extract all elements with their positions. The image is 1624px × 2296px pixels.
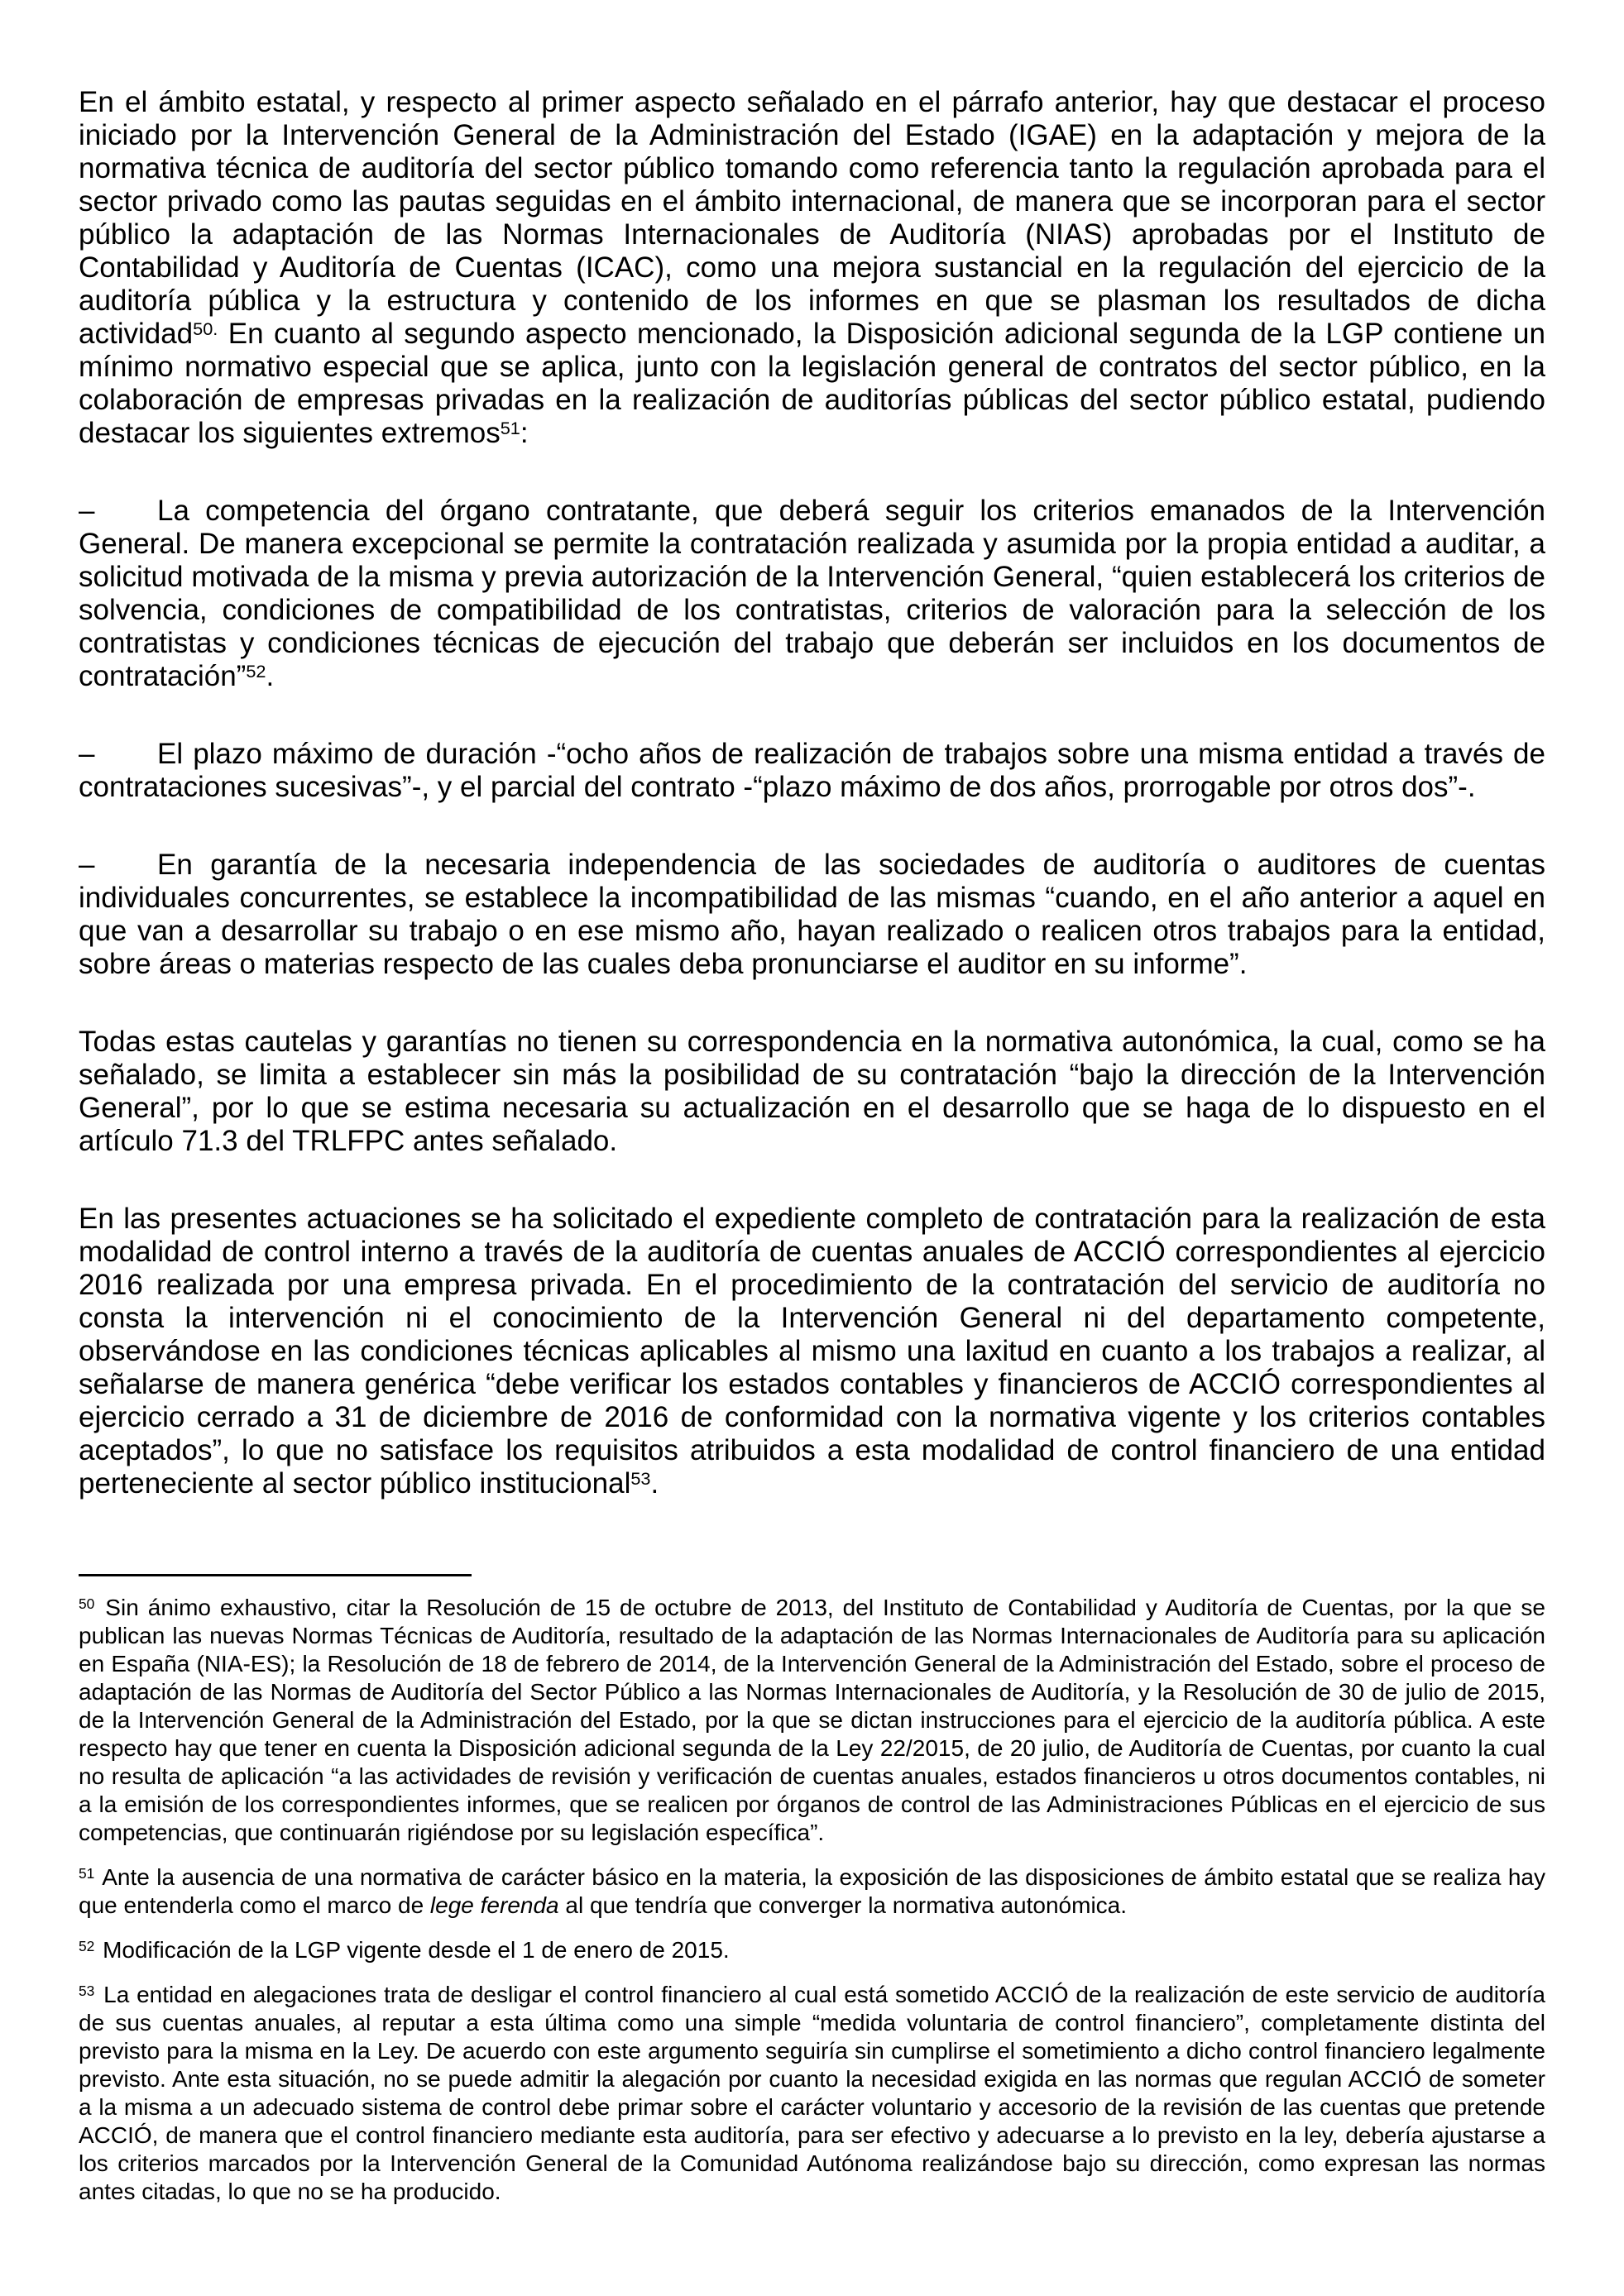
text-run: El plazo máximo de duración -“ocho años de realización de trabajos sobre una misma entidad a través de contrataciones sucesivas”-, y el parcial del contrato -“plazo máximo de dos años, prorrogable por otros dos”-.	[79, 738, 1545, 803]
footnote-marker: 50	[79, 1595, 95, 1613]
body-paragraph	[79, 1026, 1545, 1158]
footnote	[79, 1863, 1545, 1920]
text-run: Modificación de la LGP vigente desde el 1 de enero de 2015.	[96, 1937, 730, 1963]
bullet-dash-icon: –	[79, 738, 95, 770]
text-run: .	[266, 660, 275, 692]
footnote	[79, 1936, 1545, 1964]
bullet-paragraph	[79, 849, 1545, 981]
text-run: Todas estas cautelas y garantías no tienen su correspondencia en la normativa autonómica, la cual, como se ha señalado, se limita a establecer sin más la posibilidad de su contratación “bajo la dirección de la Intervención General”, por lo que se estima necesaria su actualización en el desarrollo que se haga de lo dispuesto en el artículo 71.3 del TRLFPC antes señalado.	[79, 1026, 1545, 1157]
text-run: En garantía de la necesaria independencia de las sociedades de auditoría o auditores de cuentas individuales concurrentes, se establece la incompatibilidad de las mismas “cuando, en el año anterior a aquel en que van a desarrollar su trabajo o en ese mismo año, hayan realizado o realicen otros trabajos para la entidad, sobre áreas o materias respecto de las cuales deba pronunciarse el auditor en su informe”.	[79, 849, 1545, 980]
footnote-marker: 53	[79, 1983, 95, 2000]
text-run: En cuanto al segundo aspecto mencionado, la Disposición adicional segunda de la LGP contiene un mínimo normativo especial que se aplica, junto con la legislación general de contratos del sector público, en la colaboración de empresas privadas en la realización de auditorías públicas del sector público estatal, pudiendo destacar los siguientes extremos	[79, 318, 1545, 449]
text-run: En el ámbito estatal, y respecto al primer aspecto señalado en el párrafo anterior, hay que destacar el proceso iniciado por la Intervención General de la Administración del Estado (IGAE) en la adaptación y mejora de la normativa técnica de auditoría del sector público tomando como referencia tanto la regulación aprobada para el sector privado como las pautas seguidas en el ámbito internacional, de manera que se incorporan para el sector público la adaptación de las Normas Internacionales de Auditoría (NIAS) aprobadas por el Instituto de Contabilidad y Auditoría de Cuentas (ICAC), como una mejora sustancial en la regulación del ejercicio de la auditoría pública y la estructura y contenido de los informes en que se plasman los resultados de dicha actividad	[79, 86, 1545, 350]
body-paragraph	[79, 1203, 1545, 1500]
text-run: Sin ánimo exhaustivo, citar la Resolución de 15 de octubre de 2013, del Instituto de Contabilidad y Auditoría de Cuentas, por la que se publican las nuevas Normas Técnicas de Auditoría, resultado de la adaptación de las Normas Internacionales de Auditoría para su aplicación en España (NIA-ES); la Resolución de 18 de febrero de 2014, de la Intervención General de la Administración del Estado, sobre el proceso de adaptación de las Normas de Auditoría del Sector Público a las Normas Internacionales de Auditoría, y la Resolución de 30 de julio de 2015, de la Intervención General de la Administración del Estado, por la que se dictan instrucciones para el ejercicio de la auditoría pública. A este respecto hay que tener en cuenta la Disposición adicional segunda de la Ley 22/2015, de 20 julio, de Auditoría de Cuentas, por cuanto la cual no resulta de aplicación “a las actividades de revisión y verificación de cuentas anuales, estados financieros u otros documentos contables, ni a la emisión de los correspondientes informes, que se realicen por órganos de control de las Administraciones Públicas en el ejercicio de sus competencias, que continuarán rigiéndose por su legislación específica”.	[79, 1595, 1545, 1845]
text-run: En las presentes actuaciones se ha solicitado el expediente completo de contratación para la realización de esta modalidad de control interno a través de la auditoría de cuentas anuales de ACCIÓ correspondientes al ejercicio 2016 realizada por una empresa privada. En el procedimiento de la contratación del servicio de auditoría no consta la intervención ni el conocimiento de la Intervención General ni del departamento competente, observándose en las condiciones técnicas aplicables al mismo una laxitud en cuanto a los trabajos a realizar, al señalarse de manera genérica “debe verificar los estados contables y financieros de ACCIÓ correspondientes al ejercicio cerrado a 31 de diciembre de 2016 de conformidad con la normativa vigente y los criterios contables aceptados”, lo que no satisface los requisitos atribuidos a esta modalidad de control financiero de una entidad perteneciente al sector público institucional	[79, 1203, 1545, 1500]
bullet-dash-icon: –	[79, 495, 95, 527]
bullet-dash-icon: –	[79, 849, 95, 881]
text-run: Ante la ausencia de una normativa de carácter básico en la materia, la exposición de las disposiciones de ámbito estatal que se realiza hay que entenderla como el marco de	[79, 1864, 1545, 1918]
bullet-paragraph	[79, 495, 1545, 693]
footnote-separator-rule	[79, 1574, 472, 1576]
footnote-reference-superscript: 50.	[193, 318, 218, 340]
footnote	[79, 1594, 1545, 1847]
footnotes-list	[79, 1594, 1545, 2206]
footnotes-section	[79, 1574, 1545, 2206]
text-run: La entidad en alegaciones trata de desligar el control financiero al cual está sometido ACCIÓ de la realización de este servicio de auditoría de sus cuentas anuales, al reputar a esta última como una simple “medida voluntaria de control financiero”, completamente distinta del previsto para la misma en la Ley. De acuerdo con este argumento seguiría sin cumplirse el sometimiento a dicho control financiero legalmente previsto. Ante esta situación, no se puede admitir la alegación por cuanto la necesidad exigida en las normas que regulan ACCIÓ de someter a la misma a un adecuado sistema de control debe primar sobre el carácter voluntario y accesorio de la revisión de las cuentas que pretende ACCIÓ, de manera que el control financiero mediante esta auditoría, para ser efectivo y adecuarse a lo previsto en la ley, debería ajustarse a los criterios marcados por la Intervención General de la Comunidad Autónoma realizándose bajo su dirección, como expresan las normas antes citadas, lo que no se ha producido.	[79, 1982, 1545, 2204]
footnote-reference-superscript: 52	[246, 661, 266, 682]
text-run: al que tendría que converger la normativa autonómica.	[558, 1892, 1128, 1918]
bullet-paragraph	[79, 738, 1545, 804]
body-paragraph	[79, 86, 1545, 450]
footnote-marker: 51	[79, 1865, 95, 1882]
document-body	[79, 86, 1545, 1500]
footnote-reference-superscript: 51	[500, 418, 520, 439]
footnote	[79, 1981, 1545, 2206]
text-run: .	[650, 1467, 659, 1500]
italic-text-run: lege ferenda	[429, 1892, 559, 1918]
text-run: :	[520, 417, 529, 449]
text-run: La competencia del órgano contratante, que deberá seguir los criterios emanados de la Intervención General. De manera excepcional se permite la contratación realizada y asumida por la propia entidad a auditar, a solicitud motivada de la misma y previa autorización de la Intervención General, “quien establecerá los criterios de solvencia, condiciones de compatibilidad de los contratistas, criterios de valoración para la selección de los contratistas y condiciones técnicas de ejecución del trabajo que deberán ser incluidos en los documentos de contratación”	[79, 495, 1545, 692]
footnote-reference-superscript: 53	[630, 1468, 651, 1490]
footnote-marker: 52	[79, 1938, 95, 1955]
